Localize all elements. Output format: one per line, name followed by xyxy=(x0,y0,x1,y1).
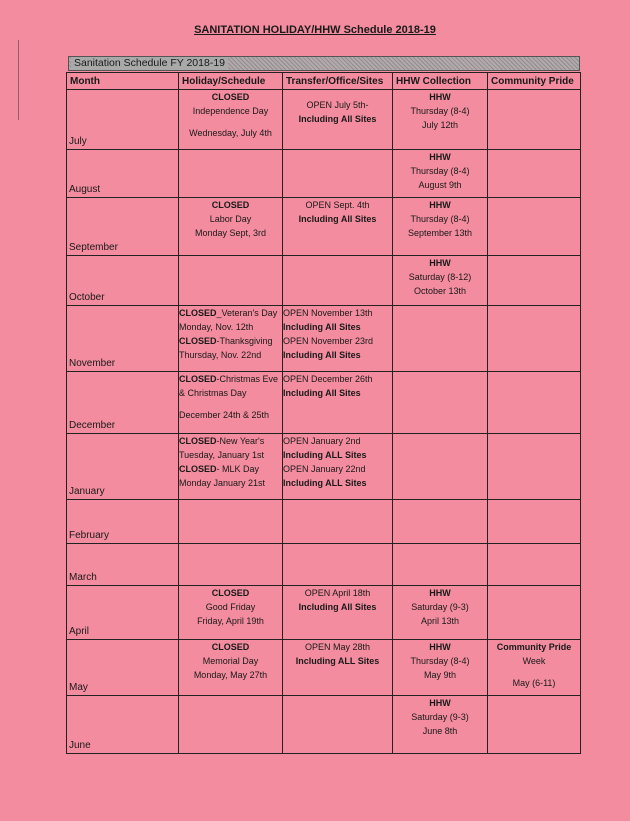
pride-cell: Community Pride Week May (6-11) xyxy=(488,640,581,696)
table-row xyxy=(67,256,581,306)
table-row xyxy=(67,90,581,150)
pride-cell xyxy=(488,372,581,434)
transfer-cell xyxy=(283,500,393,544)
table-row xyxy=(67,500,581,544)
pride-cell xyxy=(488,586,581,640)
holiday-cell: CLOSED-New Year's Tuesday, January 1st CLOSED- MLK Day Monday January 21st xyxy=(179,434,283,500)
hhw-cell: HHW Thursday (8-4) September 13th xyxy=(393,198,488,256)
table-row xyxy=(67,306,581,372)
month-cell: June xyxy=(67,696,179,754)
holiday-cell: CLOSED Independence Day Wednesday, July 4th xyxy=(179,90,283,150)
month-cell: October xyxy=(67,256,179,306)
pride-cell xyxy=(488,90,581,150)
hhw-cell xyxy=(393,372,488,434)
month-cell: January xyxy=(67,434,179,500)
hhw-cell: HHW Saturday (9-3) April 13th xyxy=(393,586,488,640)
table-row xyxy=(67,434,581,500)
header-holiday: Holiday/Schedule xyxy=(179,73,283,90)
month-cell: September xyxy=(67,198,179,256)
transfer-cell: OPEN Sept. 4th Including All Sites xyxy=(283,198,393,256)
month-cell: March xyxy=(67,544,179,586)
pride-cell xyxy=(488,150,581,198)
transfer-cell xyxy=(283,696,393,754)
month-cell: August xyxy=(67,150,179,198)
header-hhw: HHW Collection xyxy=(393,73,488,90)
pride-cell xyxy=(488,198,581,256)
table-row xyxy=(67,198,581,256)
holiday-cell: CLOSED Memorial Day Monday, May 27th xyxy=(179,640,283,696)
transfer-cell: OPEN December 26th Including All Sites xyxy=(283,372,393,434)
hhw-cell: HHW Saturday (8-12) October 13th xyxy=(393,256,488,306)
month-cell: April xyxy=(67,586,179,640)
transfer-cell: OPEN January 2nd Including ALL Sites OPEN January 22nd Including ALL Sites xyxy=(283,434,393,500)
hhw-cell: HHW Saturday (9-3) June 8th xyxy=(393,696,488,754)
table-row xyxy=(67,372,581,434)
transfer-cell xyxy=(283,544,393,586)
transfer-cell: OPEN July 5th- Including All Sites xyxy=(283,90,393,150)
month-cell: December xyxy=(67,372,179,434)
table-row xyxy=(67,640,581,696)
holiday-cell: CLOSED Labor Day Monday Sept, 3rd xyxy=(179,198,283,256)
hhw-cell: HHW Thursday (8-4) July 12th xyxy=(393,90,488,150)
table-row xyxy=(67,150,581,198)
transfer-cell: OPEN May 28th Including ALL Sites xyxy=(283,640,393,696)
hhw-cell: HHW Thursday (8-4) August 9th xyxy=(393,150,488,198)
transfer-cell: OPEN November 13th Including All Sites OPEN November 23rd Including All Sites xyxy=(283,306,393,372)
header-month: Month xyxy=(67,73,179,90)
month-cell: November xyxy=(67,306,179,372)
month-cell: July xyxy=(67,90,179,150)
schedule-banner xyxy=(68,56,580,71)
table-row xyxy=(67,544,581,586)
pride-cell xyxy=(488,256,581,306)
table-row xyxy=(67,696,581,754)
pride-cell xyxy=(488,696,581,754)
header-community-pride: Community Pride xyxy=(488,73,581,90)
month-cell: May xyxy=(67,640,179,696)
holiday-cell xyxy=(179,256,283,306)
holiday-cell: CLOSED-Christmas Eve & Christmas Day December 24th & 25th xyxy=(179,372,283,434)
pride-cell xyxy=(488,306,581,372)
transfer-cell: OPEN April 18th Including All Sites xyxy=(283,586,393,640)
pride-cell xyxy=(488,434,581,500)
scan-edge-line xyxy=(18,40,19,120)
header-transfer: Transfer/Office/Sites xyxy=(283,73,393,90)
hhw-cell xyxy=(393,434,488,500)
transfer-cell xyxy=(283,256,393,306)
holiday-cell xyxy=(179,696,283,754)
header-row xyxy=(67,73,581,90)
holiday-cell xyxy=(179,544,283,586)
hhw-cell: HHW Thursday (8-4) May 9th xyxy=(393,640,488,696)
holiday-cell: CLOSED_Veteran's Day Monday, Nov. 12th CLOSED-Thanksgiving Thursday, Nov. 22nd xyxy=(179,306,283,372)
table-row xyxy=(67,586,581,640)
transfer-cell xyxy=(283,150,393,198)
holiday-cell: CLOSED Good Friday Friday, April 19th xyxy=(179,586,283,640)
holiday-cell xyxy=(179,150,283,198)
pride-cell xyxy=(488,500,581,544)
holiday-cell xyxy=(179,500,283,544)
banner-label: Sanitation Schedule FY 2018-19 xyxy=(71,57,228,70)
hhw-cell xyxy=(393,500,488,544)
page-title: SANITATION HOLIDAY/HHW Schedule 2018-19 xyxy=(194,24,436,36)
hhw-cell xyxy=(393,544,488,586)
month-cell: February xyxy=(67,500,179,544)
schedule-table xyxy=(66,72,581,754)
hhw-cell xyxy=(393,306,488,372)
pride-cell xyxy=(488,544,581,586)
